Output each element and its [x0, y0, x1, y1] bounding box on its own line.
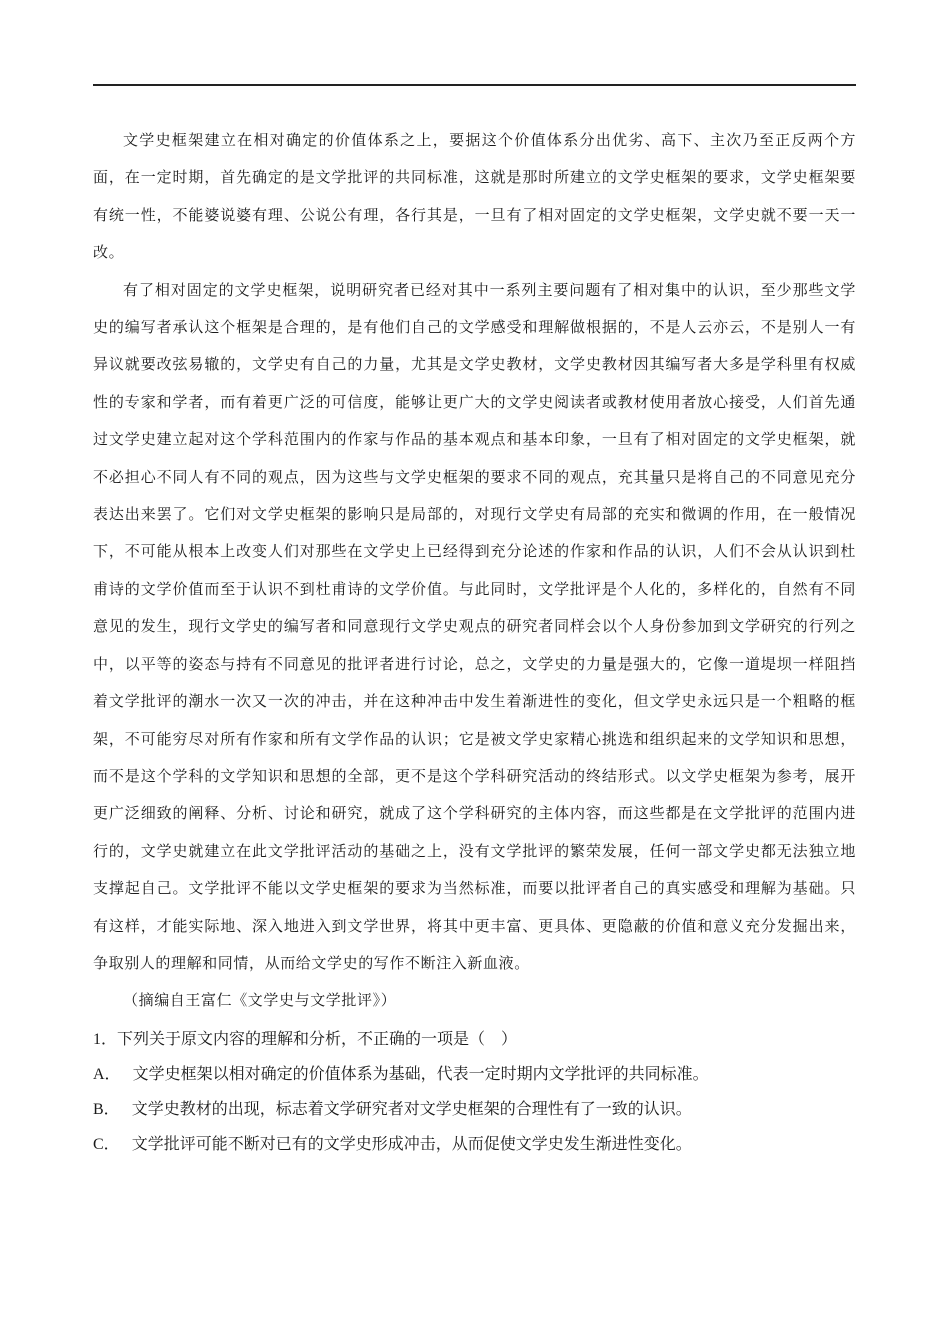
passage-paragraph-1: 文学史框架建立在相对确定的价值体系之上，要据这个价值体系分出优劣、高下、主次乃至正反两个方面，在一定时期，首先确定的是文学批评的共同标准，这就是那时所建立的文学史框架的要求，文学史框架要有统一性，不能婆说婆有理、公说公有理，各行其是，一旦有了相对固定的文学史框架，文学史就不要一天一改。 [93, 131, 856, 262]
option-text: 文学批评可能不断对已有的文学史形成冲击，从而促使文学史发生渐进性变化。 [131, 1135, 692, 1153]
page-content [93, 122, 856, 1162]
question-stem: 1．下列关于原文内容的理解和分析，不正确的一项是（ ） [93, 1030, 518, 1048]
option-letter: A． [93, 1065, 121, 1083]
option-text: 文学史框架以相对确定的价值体系为基础，代表一定时期内文学批评的共同标准。 [132, 1065, 709, 1083]
header-rule [93, 84, 856, 86]
option-letter: C． [93, 1135, 120, 1153]
option-b[interactable] [93, 1092, 856, 1127]
reading-passage [93, 122, 856, 1020]
option-c[interactable] [93, 1127, 856, 1162]
passage-source: （摘编自王富仁《文学史与文学批评》） [123, 991, 397, 1010]
question-1 [93, 1022, 856, 1162]
option-text: 文学史教材的出现，标志着文学研究者对文学史框架的合理性有了一致的认识。 [131, 1100, 692, 1118]
option-a[interactable] [93, 1057, 856, 1092]
option-letter: B． [93, 1100, 120, 1118]
passage-paragraph-2: 有了相对固定的文学史框架，说明研究者已经对其中一系列主要问题有了相对集中的认识，至少那些文学史的编写者承认这个框架是合理的，是有他们自己的文学感受和理解做根据的，不是人云亦云，不是别人一有异议就要改弦易辙的，文学史有自己的力量，尤其是文学史教材，文学史教材因其编写者大多是学科里有权威性的专家和学者，而有着更广泛的可信度，能够让更广大的文学史阅读者或教材使用者放心接受，人们首先通过文学史建立起对这个学科范围内的作家与作品的基本观点和基本印象，一旦有了相对固定的文学史框架，就不必担心不同人有不同的观点，因为这些与文学史框架的要求不同的观点，充其量只是将自己的不同意见充分表达出来罢了。它们对文学史框架的影响只是局部的，对现行文学史有局部的充实和微调的作用，在一般情况下，不可能从根本上改变人们对那些在文学史上已经得到充分论述的作家和作品的认识，人们不会从认识到杜甫诗的文学价值而至于认识不到杜甫诗的文学价值。与此同时，文学批评是个人化的，多样化的，自然有不同意见的发生，现行文学史的编写者和同意现行文学史观点的研究者同样会以个人身份参加到文学研究的行列之中，以平等的姿态与持有不同意见的批评者进行讨论，总之，文学史的力量是强大的，它像一道堤坝一样阻挡着文学批评的潮水一次又一次的冲击，并在这种冲击中发生着渐进性的变化，但文学史永远只是一个粗略的框架，不可能穷尽对所有作家和所有文学作品的认识；它是被文学史家精心挑选和组织起来的文学知识和思想，而不是这个学科的文学知识和思想的全部，更不是这个学科研究活动的终结形式。以文学史框架为参考，展开更广泛细致的阐释、分析、讨论和研究，就成了这个学科研究的主体内容，而这些都是在文学批评的范围内进行的，文学史就建立在此文学批评活动的基础之上，没有文学批评的繁荣发展，任何一部文学史都无法独立地支撑起自己。文学批评不能以文学史框架的要求为当然标准，而要以批评者自己的真实感受和理解为基础。只有这样，才能实际地、深入地进入到文学世界，将其中更丰富、更具体、更隐蔽的价值和意义充分发掘出来，争取别人的理解和同情，从而给文学史的写作不断注入新血液。 [93, 280, 856, 972]
